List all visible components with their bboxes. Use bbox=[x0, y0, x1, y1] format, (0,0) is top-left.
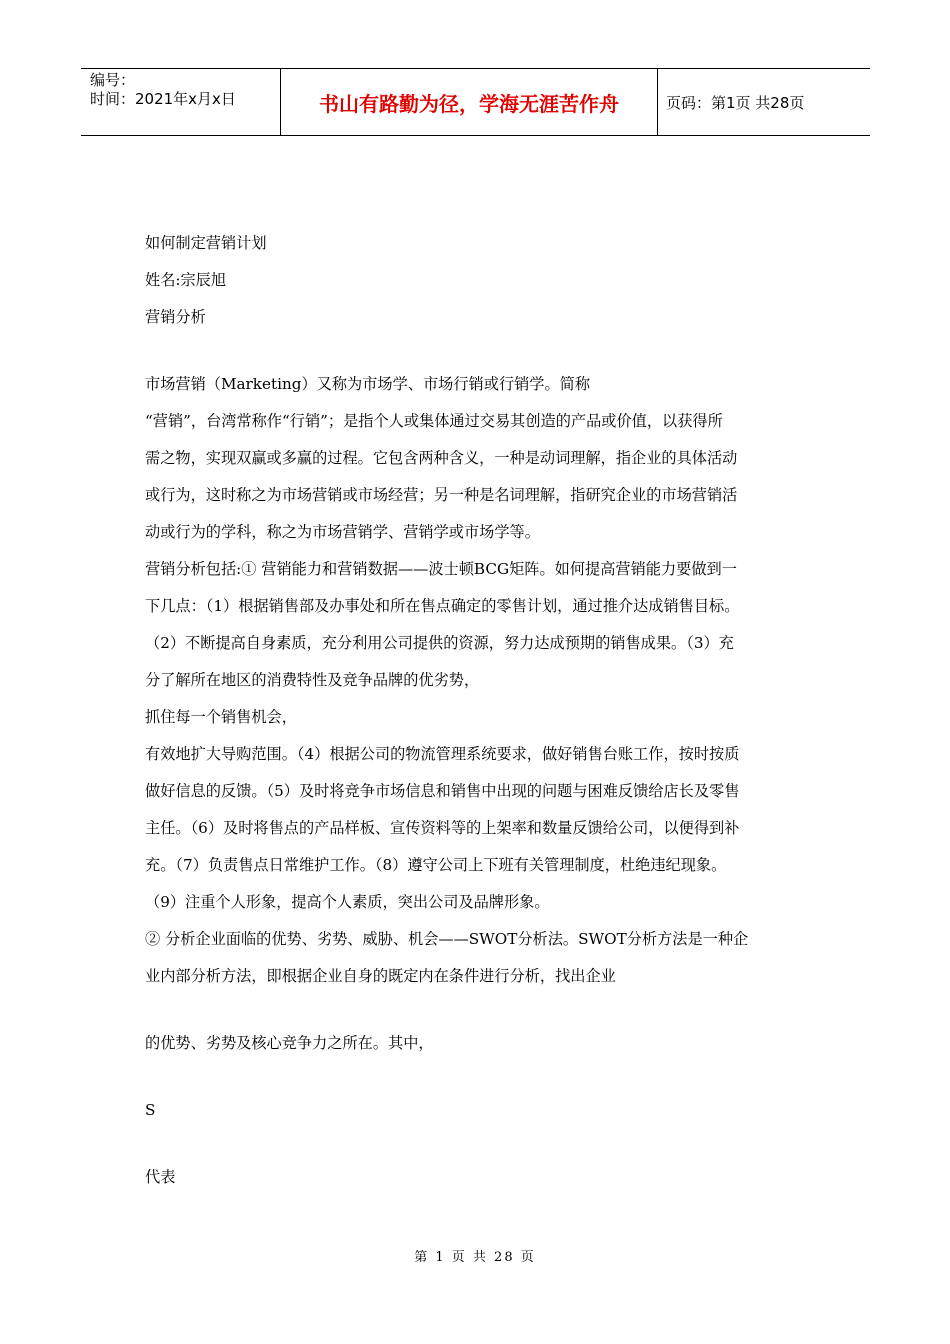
paragraph-line: 营销分析包括:① 营销能力和营销数据——波士顿BCG矩阵。如何提高营销能力要做到一 bbox=[145, 560, 737, 578]
page-header bbox=[81, 68, 870, 136]
paragraph-line: “营销”，台湾常称作“行销”；是指个人或集体通过交易其创造的产品或价值，以获得所 bbox=[145, 412, 723, 430]
header-page-info: 页码：第1页 共28页 bbox=[666, 93, 805, 112]
paragraph-line: （9）注重个人形象，提高个人素质，突出公司及品牌形象。 bbox=[145, 893, 550, 911]
paragraph-line: 有效地扩大导购范围。（4）根据公司的物流管理系统要求，做好销售台账工作，按时按质 bbox=[145, 745, 740, 763]
doc-author: 姓名:宗辰旭 bbox=[145, 271, 227, 289]
spacer bbox=[145, 336, 810, 366]
time-label: 时间：2021年x月x日 bbox=[90, 90, 236, 108]
paragraph-line: 动或行为的学科，称之为市场营销学、营销学或市场学等。 bbox=[145, 523, 540, 541]
paragraph-line: （2）不断提高自身素质，充分利用公司提供的资源，努力达成预期的销售成果。（3）充 bbox=[145, 634, 734, 652]
paragraph-line: 主任。（6）及时将售点的产品样板、宣传资料等的上架率和数量反馈给公司，以便得到补 bbox=[145, 819, 740, 837]
paragraph-line: 的优势、劣势及核心竞争力之所在。其中， bbox=[145, 1034, 434, 1052]
paragraph-line: 分了解所在地区的消费特性及竞争品牌的优劣势， bbox=[145, 671, 480, 689]
doc-title: 如何制定营销计划 bbox=[145, 234, 267, 252]
paragraph-line: 市场营销（Marketing）又称为市场学、市场行销或行销学。简称 bbox=[145, 375, 591, 393]
header-left-cell bbox=[81, 69, 281, 135]
paragraph-line: 业内部分析方法，即根据企业自身的既定内在条件进行分析，找出企业 bbox=[145, 967, 616, 985]
paragraph-line: ② 分析企业面临的优势、劣势、威胁、机会——SWOT分析法。SWOT分析方法是一种企 bbox=[145, 930, 749, 948]
number-label: 编号： bbox=[90, 71, 136, 89]
paragraph-line: S bbox=[145, 1101, 156, 1119]
spacer bbox=[145, 995, 810, 1025]
paragraph-line: 抓住每一个销售机会， bbox=[145, 708, 297, 726]
paragraph-line: 代表 bbox=[145, 1168, 176, 1186]
paragraph-line: 下几点：（1）根据销售部及办事处和所在售点确定的零售计划，通过推介达成销售目标。 bbox=[145, 597, 740, 615]
page-footer: 第 1 页 共 28 页 bbox=[414, 1250, 536, 1265]
paragraph-line: 需之物，实现双赢或多赢的过程。它包含两种含义，一种是动词理解，指企业的具体活动 bbox=[145, 449, 738, 467]
section-heading: 营销分析 bbox=[145, 308, 206, 326]
spacer bbox=[145, 1062, 810, 1092]
paragraph-line: 充。（7）负责售点日常维护工作。（8）遵守公司上下班有关管理制度，杜绝违纪现象。 bbox=[145, 856, 727, 874]
document-body bbox=[145, 225, 810, 1196]
header-motto: 书山有路勤为径，学海无涯苦作舟 bbox=[281, 69, 658, 135]
paragraph-line: 或行为，这时称之为市场营销或市场经营；另一种是名词理解，指研究企业的市场营销活 bbox=[145, 486, 738, 504]
paragraph-line: 做好信息的反馈。（5）及时将竞争市场信息和销售中出现的问题与困难反馈给店长及零售 bbox=[145, 782, 740, 800]
spacer bbox=[145, 1129, 810, 1159]
